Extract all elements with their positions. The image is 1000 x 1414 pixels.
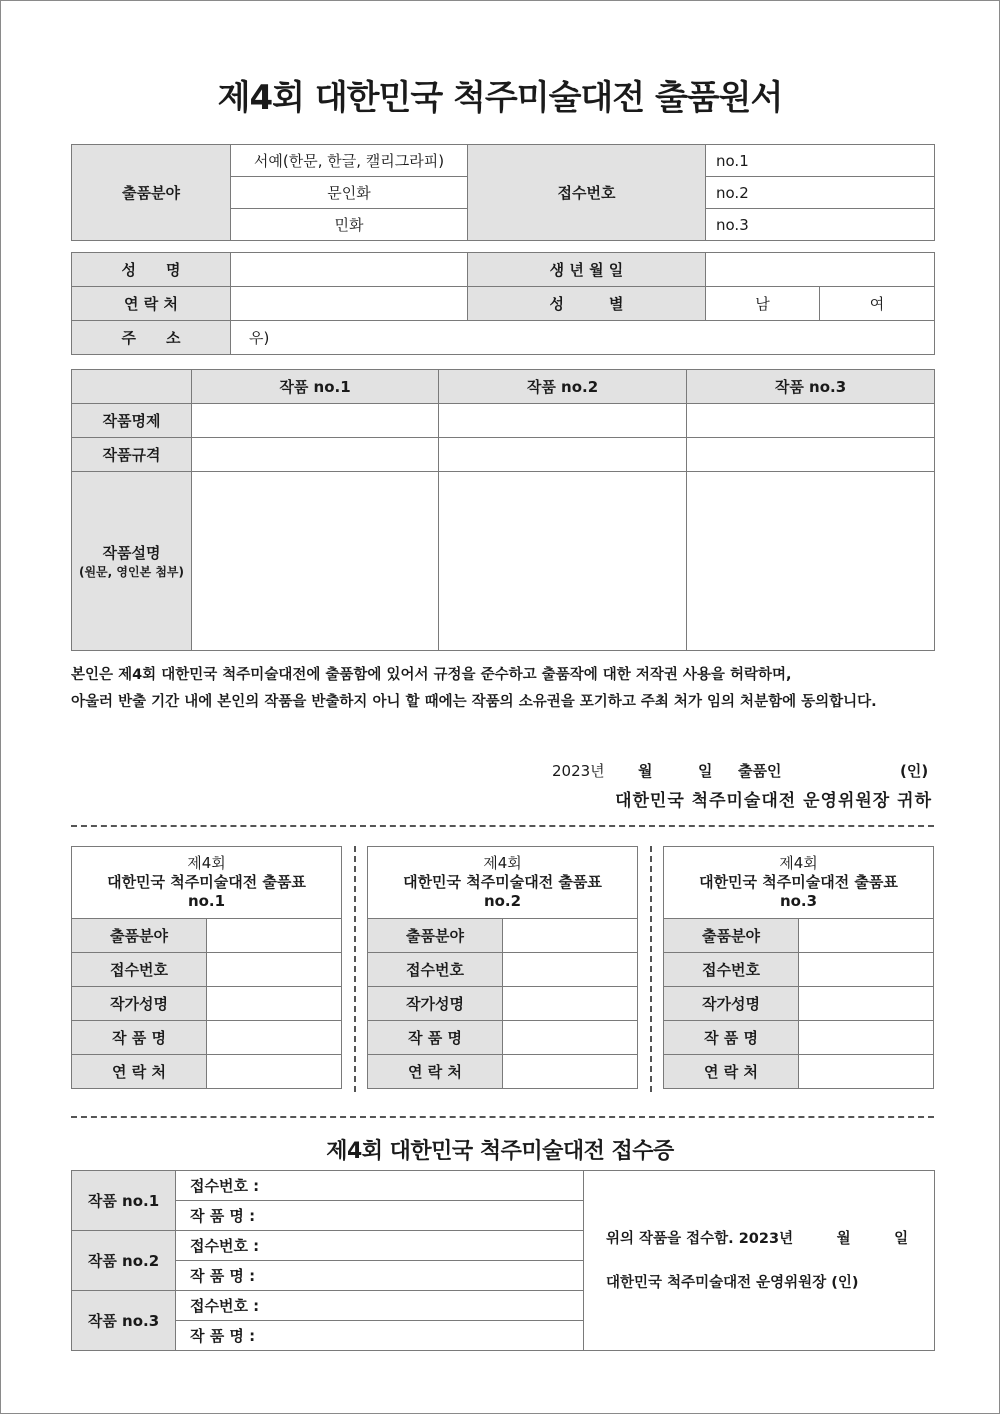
work-header: 작품 no.1 [192, 370, 439, 404]
ticket-field-label: 작가성명 [664, 987, 799, 1021]
signature-addressee: 대한민국 척주미술대전 운영위원장 귀하 [615, 791, 932, 811]
signature-day: 일 [698, 762, 713, 780]
work-title-field[interactable] [192, 404, 439, 438]
ticket-no: no.3 [779, 892, 818, 910]
receipt-no-line[interactable]: 접수번호 : [176, 1171, 584, 1201]
cut-line-vertical [650, 846, 652, 1092]
ticket-field-label: 출품분야 [664, 919, 799, 953]
cut-line-vertical [354, 846, 356, 1092]
ticket-field[interactable] [207, 919, 342, 953]
ticket-field[interactable] [503, 919, 638, 953]
category-label: 출품분야 [72, 145, 231, 241]
work-size-label: 작품규격 [72, 438, 192, 472]
receipt-no-field[interactable]: no.2 [706, 177, 935, 209]
receipt-note [584, 1171, 935, 1351]
work-header: 작품 no.3 [687, 370, 935, 404]
ticket-field[interactable] [207, 987, 342, 1021]
works-corner-cell [72, 370, 192, 404]
work-desc-label [72, 472, 192, 651]
ticket-line2: 대한민국 척주미술대전 출품표 [107, 873, 306, 891]
signature-month: 월 [638, 762, 653, 780]
consent-line: 본인은 제4회 대한민국 척주미술대전에 출품함에 있어서 규정을 준수하고 출품작에 대한 저작권 사용을 허락하며, [71, 667, 792, 683]
receipt-name-line[interactable]: 작 품 명 : [176, 1201, 584, 1231]
entry-table [71, 144, 935, 241]
work-desc-field[interactable] [687, 472, 935, 651]
ticket-no: no.2 [483, 892, 522, 910]
work-size-field[interactable] [439, 438, 687, 472]
consent-statement [71, 662, 934, 716]
cut-line [71, 825, 934, 827]
entry-ticket [71, 846, 342, 1089]
works-table [71, 369, 935, 651]
ticket-field-label: 출품분야 [368, 919, 503, 953]
work-title-label: 작품명제 [72, 404, 192, 438]
receipt-work-label: 작품 no.3 [72, 1291, 176, 1351]
work-size-field[interactable] [192, 438, 439, 472]
ticket-field[interactable] [503, 953, 638, 987]
receipt-no-line[interactable]: 접수번호 : [176, 1231, 584, 1261]
signature-seal: (인) [900, 762, 929, 780]
receipt-label: 접수번호 [468, 145, 706, 241]
ticket-field[interactable] [799, 987, 934, 1021]
ticket-field[interactable] [799, 919, 934, 953]
ticket-field-label: 접수번호 [72, 953, 207, 987]
ticket-field[interactable] [799, 953, 934, 987]
ticket-field-label: 연 락 처 [368, 1055, 503, 1089]
ticket-field-label: 접수번호 [368, 953, 503, 987]
work-title-field[interactable] [687, 404, 935, 438]
ticket-field-label: 연 락 처 [72, 1055, 207, 1089]
cut-line [71, 1116, 934, 1118]
gender-female-option[interactable]: 여 [820, 287, 935, 321]
receipt-table [71, 1170, 935, 1351]
entry-ticket [367, 846, 638, 1089]
contact-field[interactable] [231, 287, 468, 321]
ticket-field-label: 작 품 명 [664, 1021, 799, 1055]
ticket-line2: 대한민국 척주미술대전 출품표 [403, 873, 602, 891]
birth-label: 생 년 월 일 [468, 253, 706, 287]
ticket-line1: 제4회 [187, 854, 226, 872]
ticket-field[interactable] [503, 1055, 638, 1089]
work-header: 작품 no.2 [439, 370, 687, 404]
work-desc-field[interactable] [192, 472, 439, 651]
work-desc-label-text: 작품설명 [102, 544, 161, 562]
signature-applicant: 출품인 [738, 762, 782, 780]
ticket-header [72, 847, 342, 919]
receipt-work-label: 작품 no.2 [72, 1231, 176, 1291]
receipt-no-field[interactable]: no.3 [706, 209, 935, 241]
receipt-note-line: 대한민국 척주미술대전 운영위원장 (인) [606, 1274, 859, 1291]
receipt-no-field[interactable]: no.1 [706, 145, 935, 177]
ticket-field-label: 작 품 명 [72, 1021, 207, 1055]
contact-label: 연 락 처 [72, 287, 231, 321]
ticket-field[interactable] [207, 1055, 342, 1089]
ticket-field-label: 연 락 처 [664, 1055, 799, 1089]
category-option[interactable]: 서예(한문, 한글, 캘리그라피) [231, 145, 468, 177]
applicant-table [71, 252, 935, 355]
address-label: 주 소 [72, 321, 231, 355]
gender-label: 성 별 [468, 287, 706, 321]
signature-year: 2023년 [552, 762, 605, 780]
category-option[interactable]: 문인화 [231, 177, 468, 209]
receipt-no-line[interactable]: 접수번호 : [176, 1291, 584, 1321]
category-option[interactable]: 민화 [231, 209, 468, 241]
receipt-note-line: 위의 작품을 접수함. 2023년 월 일 [606, 1230, 909, 1247]
receipt-work-label: 작품 no.1 [72, 1171, 176, 1231]
name-label: 성 명 [72, 253, 231, 287]
ticket-field-label: 작가성명 [368, 987, 503, 1021]
work-size-field[interactable] [687, 438, 935, 472]
receipt-name-line[interactable]: 작 품 명 : [176, 1261, 584, 1291]
receipt-name-line[interactable]: 작 품 명 : [176, 1321, 584, 1351]
form-title: 제4회 대한민국 척주미술대전 출품원서 [217, 78, 783, 118]
ticket-field[interactable] [207, 953, 342, 987]
ticket-line1: 제4회 [483, 854, 522, 872]
ticket-field-label: 작가성명 [72, 987, 207, 1021]
ticket-line2: 대한민국 척주미술대전 출품표 [699, 873, 898, 891]
ticket-field[interactable] [799, 1021, 934, 1055]
work-desc-note: (원문, 영인본 첨부) [78, 565, 185, 579]
ticket-field[interactable] [799, 1055, 934, 1089]
ticket-field[interactable] [207, 1021, 342, 1055]
gender-male-option[interactable]: 남 [706, 287, 820, 321]
ticket-no: no.1 [187, 892, 226, 910]
ticket-header [664, 847, 934, 919]
ticket-header [368, 847, 638, 919]
address-field[interactable]: 우) [231, 321, 935, 355]
consent-line: 아울러 반출 기간 내에 본인의 작품을 반출하지 아니 할 때에는 작품의 소유권을 포기하고 주최 처가 임의 처분함에 동의합니다. [71, 694, 877, 710]
birth-field[interactable] [706, 253, 935, 287]
ticket-field[interactable] [503, 1021, 638, 1055]
work-desc-field[interactable] [439, 472, 687, 651]
name-field[interactable] [231, 253, 468, 287]
ticket-field-label: 작 품 명 [368, 1021, 503, 1055]
entry-ticket [663, 846, 934, 1089]
ticket-field[interactable] [503, 987, 638, 1021]
ticket-field-label: 접수번호 [664, 953, 799, 987]
work-title-field[interactable] [439, 404, 687, 438]
ticket-line1: 제4회 [779, 854, 818, 872]
receipt-title: 제4회 대한민국 척주미술대전 접수증 [326, 1139, 674, 1164]
ticket-field-label: 출품분야 [72, 919, 207, 953]
